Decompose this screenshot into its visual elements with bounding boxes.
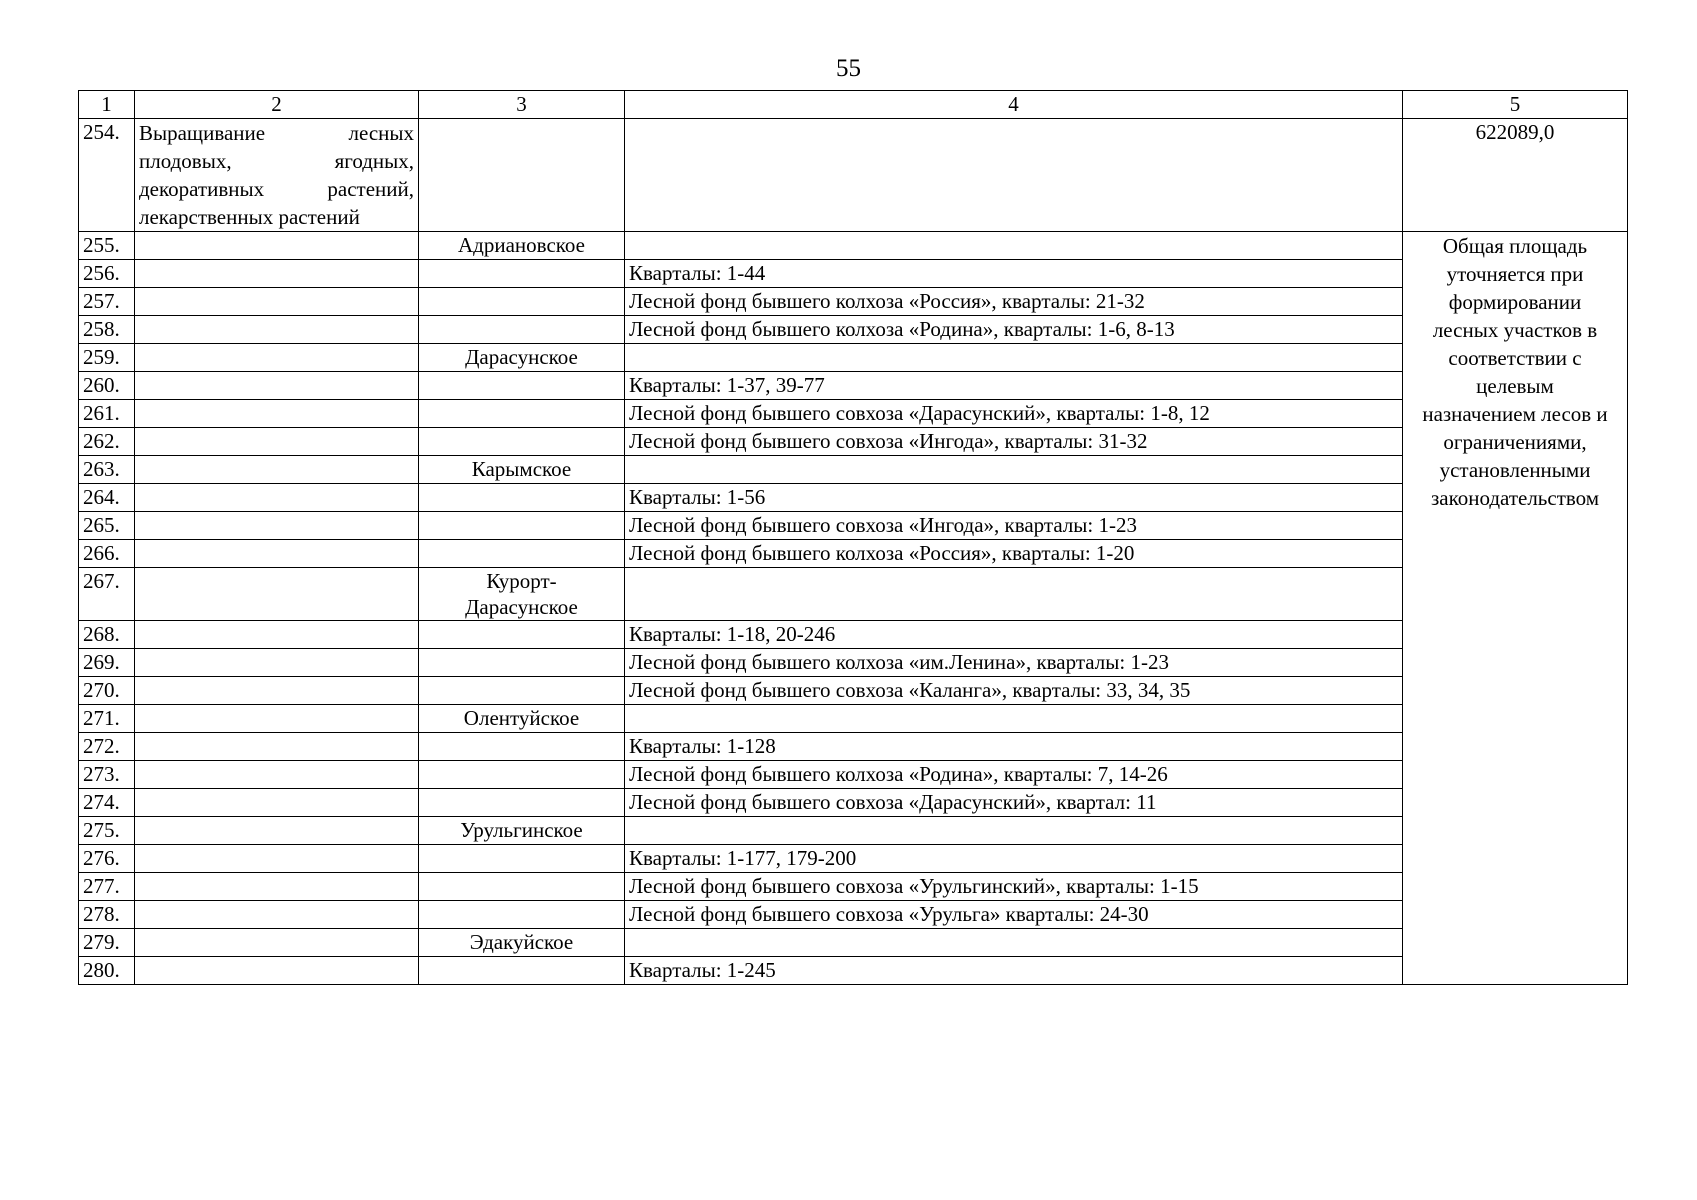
district-cell	[419, 789, 625, 817]
area-note-line: ограничениями,	[1443, 430, 1587, 454]
table-row	[79, 761, 1628, 789]
activity-cell	[135, 232, 419, 260]
row-number: 275.	[79, 817, 135, 845]
table-row	[79, 456, 1628, 484]
area-note-line: назначением лесов и	[1422, 402, 1608, 426]
row-number: 260.	[79, 372, 135, 400]
activity-line: лекарственных растений	[139, 205, 360, 229]
row-number: 259.	[79, 344, 135, 372]
row-number: 268.	[79, 621, 135, 649]
activity-cell	[135, 400, 419, 428]
area-note-line: соответствии с	[1448, 346, 1582, 370]
description-cell: Лесной фонд бывшего колхоза «Родина», кварталы: 7, 14-26	[625, 761, 1403, 789]
description-cell: Кварталы: 1-37, 39-77	[625, 372, 1403, 400]
description-cell: Лесной фонд бывшего совхоза «Урульгинский», кварталы: 1-15	[625, 873, 1403, 901]
district-cell	[419, 568, 625, 621]
row-number: 267.	[79, 568, 135, 621]
activity-cell	[135, 733, 419, 761]
district-cell	[419, 649, 625, 677]
activity-cell	[135, 288, 419, 316]
row-number: 261.	[79, 400, 135, 428]
table-row	[79, 344, 1628, 372]
table-row	[79, 649, 1628, 677]
description-cell: Кварталы: 1-128	[625, 733, 1403, 761]
table-row	[79, 428, 1628, 456]
district-cell: Адриановское	[419, 232, 625, 260]
district-cell	[419, 621, 625, 649]
description-cell: Кварталы: 1-56	[625, 484, 1403, 512]
district-cell: Эдакуйское	[419, 929, 625, 957]
row-number: 266.	[79, 540, 135, 568]
description-cell: Кварталы: 1-44	[625, 260, 1403, 288]
row-number: 271.	[79, 705, 135, 733]
row-number: 264.	[79, 484, 135, 512]
district-cell	[419, 484, 625, 512]
table-row	[79, 316, 1628, 344]
row-number: 255.	[79, 232, 135, 260]
table-row	[79, 845, 1628, 873]
activity-cell	[135, 705, 419, 733]
area-note-line: лесных участков в	[1432, 318, 1598, 342]
activity-cell	[135, 428, 419, 456]
table-row	[79, 621, 1628, 649]
column-header: 3	[419, 91, 625, 119]
column-header: 5	[1403, 91, 1628, 119]
row-number: 254.	[79, 119, 135, 232]
column-header: 1	[79, 91, 135, 119]
activity-line: Выращивание лесных	[139, 121, 414, 145]
table-row	[79, 957, 1628, 985]
row-number: 265.	[79, 512, 135, 540]
area-note	[1403, 232, 1628, 985]
description-cell	[625, 456, 1403, 484]
district-cell	[419, 677, 625, 705]
district-cell	[419, 540, 625, 568]
district-cell: Олентуйское	[419, 705, 625, 733]
district-cell	[419, 119, 625, 232]
table-row	[79, 260, 1628, 288]
forest-areas-table	[78, 90, 1628, 985]
row-number: 277.	[79, 873, 135, 901]
table-row	[79, 677, 1628, 705]
activity-cell	[135, 901, 419, 929]
district-cell	[419, 288, 625, 316]
description-cell: Лесной фонд бывшего совхоза «Каланга», кварталы: 33, 34, 35	[625, 677, 1403, 705]
description-cell: Лесной фонд бывшего совхоза «Дарасунский», кварталы: 1-8, 12	[625, 400, 1403, 428]
district-cell	[419, 316, 625, 344]
table-row	[79, 288, 1628, 316]
district-cell	[419, 761, 625, 789]
row-number: 278.	[79, 901, 135, 929]
district-cell	[419, 372, 625, 400]
column-number-row	[79, 91, 1628, 119]
activity-cell	[135, 677, 419, 705]
district-cell	[419, 512, 625, 540]
description-cell: Лесной фонд бывшего колхоза «им.Ленина», кварталы: 1-23	[625, 649, 1403, 677]
activity-cell	[135, 568, 419, 621]
description-cell: Лесной фонд бывшего колхоза «Россия», кварталы: 21-32	[625, 288, 1403, 316]
column-header: 2	[135, 91, 419, 119]
column-header: 4	[625, 91, 1403, 119]
row-number: 256.	[79, 260, 135, 288]
description-cell	[625, 568, 1403, 621]
area-note-line: Общая площадь	[1442, 234, 1588, 258]
row-number: 280.	[79, 957, 135, 985]
activity-cell	[135, 873, 419, 901]
activity-type	[135, 119, 419, 232]
table-row	[79, 817, 1628, 845]
description-cell: Лесной фонд бывшего совхоза «Дарасунский», квартал: 11	[625, 789, 1403, 817]
activity-cell	[135, 845, 419, 873]
district-cell	[419, 400, 625, 428]
district-cell: Урульгинское	[419, 817, 625, 845]
area-note-line: формировании	[1448, 290, 1582, 314]
description-cell: Лесной фонд бывшего колхоза «Россия», кварталы: 1-20	[625, 540, 1403, 568]
table-row	[79, 789, 1628, 817]
area-note-line: уточняется при	[1446, 262, 1584, 286]
table-row	[79, 733, 1628, 761]
description-cell	[625, 929, 1403, 957]
district-line: Дарасунское	[465, 595, 578, 619]
activity-cell	[135, 540, 419, 568]
table-row	[79, 400, 1628, 428]
activity-cell	[135, 957, 419, 985]
activity-cell	[135, 372, 419, 400]
district-cell	[419, 873, 625, 901]
table-row	[79, 484, 1628, 512]
activity-cell	[135, 649, 419, 677]
district-cell	[419, 957, 625, 985]
activity-cell	[135, 260, 419, 288]
activity-cell	[135, 512, 419, 540]
table-row	[79, 929, 1628, 957]
district-line: Курорт-	[486, 569, 557, 593]
row-number: 270.	[79, 677, 135, 705]
row-number: 257.	[79, 288, 135, 316]
description-cell	[625, 705, 1403, 733]
area-note-line: установленными	[1439, 458, 1591, 482]
activity-cell	[135, 929, 419, 957]
description-cell: Кварталы: 1-177, 179-200	[625, 845, 1403, 873]
district-cell: Карымское	[419, 456, 625, 484]
activity-line: плодовых, ягодных,	[139, 149, 414, 173]
table-row	[79, 873, 1628, 901]
row-number: 273.	[79, 761, 135, 789]
total-area: 622089,0	[1403, 119, 1628, 232]
table-row	[79, 568, 1628, 621]
activity-cell	[135, 456, 419, 484]
row-number: 263.	[79, 456, 135, 484]
table-row	[79, 512, 1628, 540]
row-number: 276.	[79, 845, 135, 873]
description-cell	[625, 344, 1403, 372]
district-cell	[419, 733, 625, 761]
row-number: 269.	[79, 649, 135, 677]
activity-cell	[135, 316, 419, 344]
description-cell	[625, 232, 1403, 260]
table-row	[79, 232, 1628, 260]
description-cell: Лесной фонд бывшего колхоза «Родина», кварталы: 1-6, 8-13	[625, 316, 1403, 344]
description-cell: Кварталы: 1-18, 20-246	[625, 621, 1403, 649]
activity-cell	[135, 789, 419, 817]
table-row	[79, 372, 1628, 400]
description-cell	[625, 817, 1403, 845]
district-cell	[419, 845, 625, 873]
activity-cell	[135, 761, 419, 789]
activity-cell	[135, 344, 419, 372]
description-cell: Кварталы: 1-245	[625, 957, 1403, 985]
area-note-line: законодательством	[1430, 486, 1600, 510]
table-row	[79, 540, 1628, 568]
activity-line: декоративных растений,	[139, 177, 414, 201]
row-number: 272.	[79, 733, 135, 761]
district-cell: Дарасунское	[419, 344, 625, 372]
row-number: 262.	[79, 428, 135, 456]
district-cell	[419, 901, 625, 929]
activity-cell	[135, 621, 419, 649]
row-number: 258.	[79, 316, 135, 344]
table-row	[79, 119, 1628, 232]
table-row	[79, 901, 1628, 929]
district-cell	[419, 428, 625, 456]
description-cell: Лесной фонд бывшего совхоза «Ингода», кварталы: 1-23	[625, 512, 1403, 540]
row-number: 279.	[79, 929, 135, 957]
activity-cell	[135, 817, 419, 845]
area-note-line: целевым	[1476, 374, 1554, 398]
row-number: 274.	[79, 789, 135, 817]
page-number: 55	[836, 55, 861, 82]
activity-cell	[135, 484, 419, 512]
description-cell: Лесной фонд бывшего совхоза «Ингода», кварталы: 31-32	[625, 428, 1403, 456]
description-cell: Лесной фонд бывшего совхоза «Урульга» кварталы: 24-30	[625, 901, 1403, 929]
description-cell	[625, 119, 1403, 232]
table-row	[79, 705, 1628, 733]
district-cell	[419, 260, 625, 288]
